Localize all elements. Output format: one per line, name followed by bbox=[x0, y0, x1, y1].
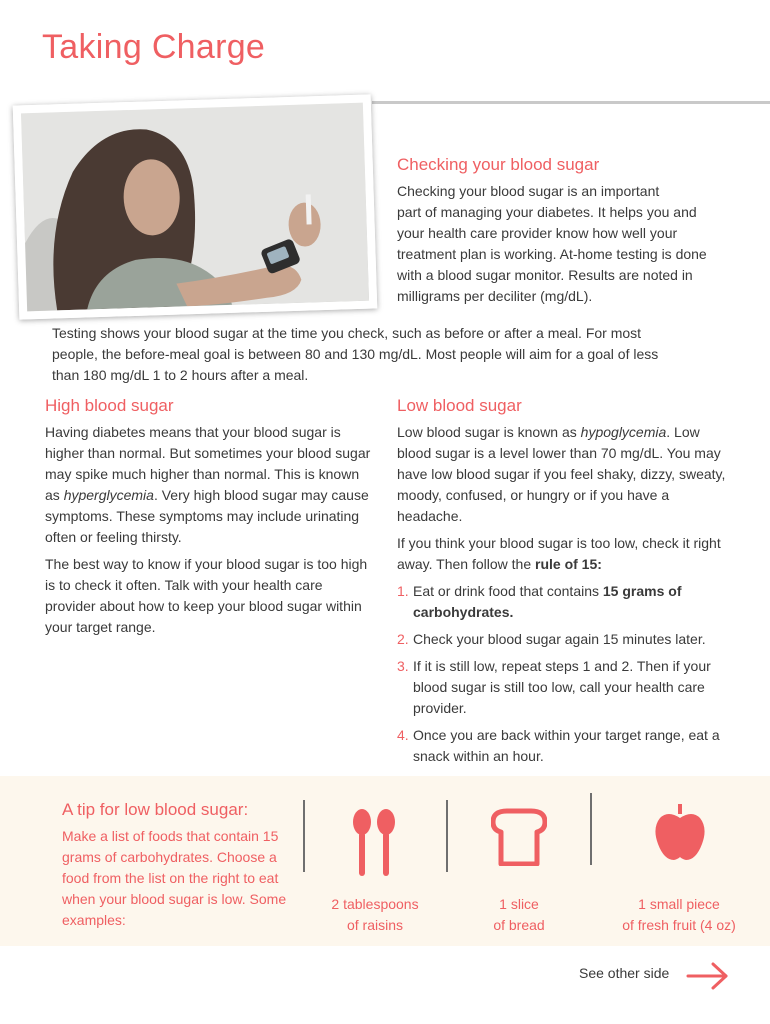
low-paragraph-1 bbox=[397, 422, 729, 527]
apple-icon bbox=[654, 804, 706, 862]
step-item bbox=[397, 581, 729, 623]
see-other-side-link[interactable]: See other side bbox=[579, 965, 670, 981]
divider bbox=[590, 793, 592, 865]
example-caption bbox=[462, 894, 576, 936]
step-item bbox=[397, 656, 729, 719]
checking-line: treatment plan is working. At-home testing is done bbox=[397, 246, 707, 262]
rule-of-15-steps bbox=[397, 581, 729, 767]
example-caption bbox=[604, 894, 754, 936]
step-text: Once you are back within your target range, eat a snack within an hour. bbox=[413, 727, 720, 764]
hyperglycemia-term: hyperglycemia bbox=[63, 487, 154, 503]
raisins-icon bbox=[350, 806, 398, 880]
step-item bbox=[397, 725, 729, 767]
step-number: 4. bbox=[397, 727, 409, 743]
low-p1-text: . Low blood sugar is a level lower than 70 mg/dL. You may have low blood sugar if you feel shaky, dizzy, sweaty, moody, confused, or hungry or if you have a headache. bbox=[397, 424, 726, 524]
caption-line: 1 small piece bbox=[638, 896, 720, 912]
testing-line: than 180 mg/dL 1 to 2 hours after a meal. bbox=[52, 367, 309, 383]
step-number: 2. bbox=[397, 631, 409, 647]
step-text: If it is still low, repeat steps 1 and 2. Then if your blood sugar is still too low, call your health care provider. bbox=[413, 658, 711, 716]
photo-frame bbox=[13, 94, 378, 319]
caption-line: 1 slice bbox=[499, 896, 539, 912]
example-caption bbox=[316, 894, 434, 936]
high-paragraph-2: The best way to know if your blood sugar is too high is to check it often. Talk with your health care provider about how to keep your blood sugar within your target range. bbox=[45, 556, 368, 635]
step-bold-text: 15 grams of carbohydrates. bbox=[413, 583, 682, 620]
step-number: 1. bbox=[397, 583, 409, 599]
caption-line: of fresh fruit (4 oz) bbox=[622, 917, 736, 933]
divider bbox=[303, 800, 305, 872]
divider bbox=[446, 800, 448, 872]
high-p1-text: Having diabetes means that your blood sugar is higher than normal. But sometimes your blood sugar may spike much higher than normal. This is known as bbox=[45, 424, 371, 503]
step-number: 3. bbox=[397, 658, 409, 674]
testing-paragraph bbox=[52, 323, 752, 386]
checking-heading: Checking your blood sugar bbox=[397, 155, 600, 174]
low-section bbox=[397, 422, 729, 773]
rule-of-15: rule of 15: bbox=[535, 556, 602, 572]
low-p1-text: Low blood sugar is known as bbox=[397, 424, 581, 440]
checking-line: with a blood sugar monitor. Results are noted in bbox=[397, 267, 693, 283]
woman-checking-glucose-photo bbox=[21, 103, 369, 312]
high-p1-text: . Very high blood sugar may cause symptoms. These symptoms may include urinating often or feeling thirsty. bbox=[45, 487, 369, 545]
testing-line: Testing shows your blood sugar at the time you check, such as before or after a meal. For most bbox=[52, 325, 642, 341]
high-heading: High blood sugar bbox=[45, 396, 174, 415]
checking-line: Checking your blood sugar is an important bbox=[397, 183, 660, 199]
tip-text: Make a list of foods that contain 15 grams of carbohydrates. Choose a food from the list on the right to eat when your blood sugar is low. Some examples: bbox=[62, 828, 287, 928]
low-heading: Low blood sugar bbox=[397, 396, 522, 415]
header-rule bbox=[372, 101, 770, 104]
low-paragraph-2 bbox=[397, 533, 729, 575]
high-paragraph-1 bbox=[45, 422, 375, 548]
caption-line: of bread bbox=[493, 917, 545, 933]
step-text: Eat or drink food that contains bbox=[413, 583, 603, 599]
low-p2-text: If you think your blood sugar is too low, check it right away. Then follow the bbox=[397, 535, 721, 572]
hypoglycemia-term: hypoglycemia bbox=[580, 424, 667, 440]
photo-illustration bbox=[21, 103, 369, 312]
checking-line: your health care provider know how well your bbox=[397, 225, 678, 241]
testing-line: people, the before-meal goal is between 80 and 130 mg/dL. Most people will aim for a goal of less bbox=[52, 346, 659, 362]
step-item bbox=[397, 629, 729, 650]
checking-line: part of managing your diabetes. It helps you and bbox=[397, 204, 697, 220]
arrow-right-icon[interactable] bbox=[686, 962, 730, 990]
high-section bbox=[45, 422, 375, 638]
checking-line: milligrams per deciliter (mg/dL). bbox=[397, 288, 593, 304]
tip-heading: A tip for low blood sugar: bbox=[62, 800, 249, 819]
caption-line: 2 tablespoons bbox=[331, 896, 419, 912]
bread-slice-icon bbox=[491, 808, 547, 866]
checking-paragraph bbox=[397, 181, 757, 307]
step-text: Check your blood sugar again 15 minutes later. bbox=[413, 631, 706, 647]
page-title: Taking Charge bbox=[42, 28, 266, 66]
caption-line: of raisins bbox=[346, 917, 404, 933]
